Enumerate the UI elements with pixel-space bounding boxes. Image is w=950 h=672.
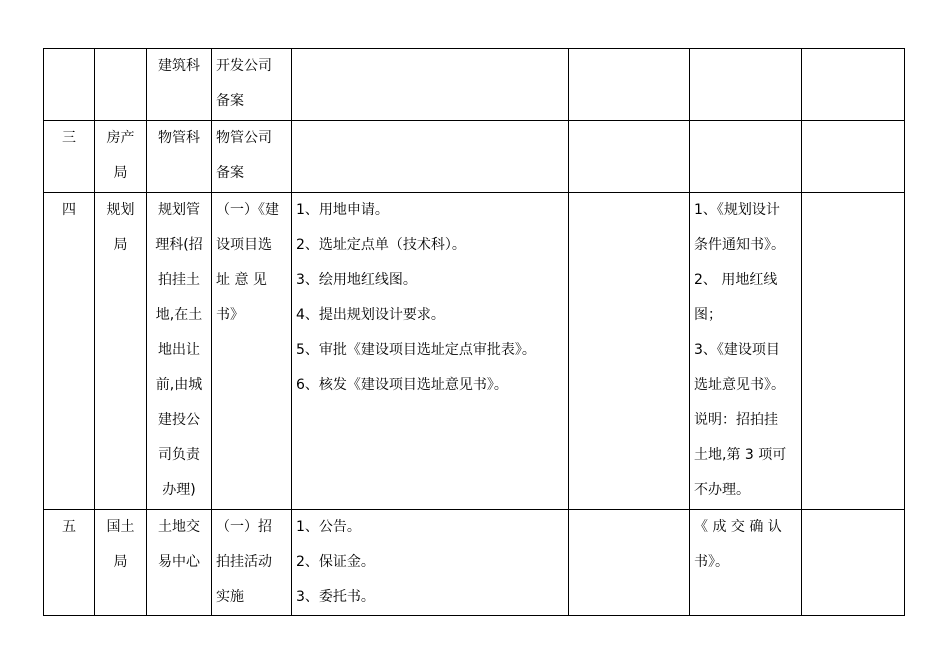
step-item: 3、委托书。: [296, 589, 375, 605]
office-line: 土地交: [158, 519, 200, 535]
step-item: 1、公告。: [296, 519, 361, 535]
steps-cell: [292, 510, 569, 616]
step-item: 6、核发《建设项目选址意见书》。: [296, 377, 508, 393]
office-line: 规划管: [158, 202, 200, 218]
office-line: 理科(招: [155, 237, 203, 253]
row-number-cell: 四: [44, 193, 95, 510]
department-cell: [95, 510, 147, 616]
office-cell: [147, 510, 212, 616]
department-cell: [95, 121, 147, 193]
remarks-cell: [802, 121, 905, 193]
step-item: 4、提出规划设计要求。: [296, 307, 445, 323]
office-line: 拍挂土: [158, 272, 200, 288]
remarks-cell: [802, 49, 905, 121]
step-item: 3、绘用地红线图。: [296, 272, 417, 288]
item-line: 址 意 见: [216, 272, 267, 288]
row-number-cell: [44, 49, 95, 121]
office-line: 前,由城: [155, 377, 203, 393]
office-line: 建筑科: [158, 58, 200, 74]
step-item: 2、保证金。: [296, 554, 375, 570]
department-cell: [95, 193, 147, 510]
office-line: 地出让: [158, 342, 200, 358]
remarks-cell: [802, 510, 905, 616]
result-line: 土地,第 3 项可: [694, 447, 787, 463]
remarks-cell: [802, 193, 905, 510]
office-line: 地,在土: [155, 307, 203, 323]
item-line: 实施: [216, 589, 244, 605]
item-line: （一）招: [216, 519, 272, 535]
item-line: 备案: [216, 93, 244, 109]
department-line: 局: [113, 237, 128, 253]
office-line: 易中心: [158, 554, 200, 570]
department-line: 房产: [106, 130, 135, 146]
row-number-cell: 三: [44, 121, 95, 193]
item-line: 物管公司: [216, 130, 272, 146]
procedure-table: [43, 48, 905, 616]
office-line: 办理): [162, 482, 196, 498]
steps-cell: [292, 49, 569, 121]
row-number-cell: 五: [44, 510, 95, 616]
office-line: 建投公: [158, 412, 200, 428]
results-cell: [690, 49, 802, 121]
item-cell: [212, 49, 292, 121]
results-cell: [690, 510, 802, 616]
item-line: 备案: [216, 165, 244, 181]
item-line: 书》: [216, 307, 244, 323]
table-row: [44, 193, 905, 510]
office-cell: [147, 49, 212, 121]
steps-cell: [292, 193, 569, 510]
result-line: 条件通知书》。: [694, 237, 785, 253]
result-line: 2、 用地红线: [694, 272, 778, 288]
item-line: 开发公司: [216, 58, 272, 74]
results-cell: [690, 121, 802, 193]
blank-cell: [569, 121, 690, 193]
department-line: 局: [113, 554, 128, 570]
department-line: 规划: [106, 202, 135, 218]
blank-cell: [569, 510, 690, 616]
result-line: 《 成 交 确 认: [694, 519, 782, 535]
table-row: [44, 121, 905, 193]
table-row: [44, 49, 905, 121]
step-item: 5、审批《建设项目选址定点审批表》。: [296, 342, 536, 358]
result-line: 选址意见书》。: [694, 377, 785, 393]
table-row: [44, 510, 905, 616]
result-line: 说明：招拍挂: [694, 412, 778, 428]
results-cell: [690, 193, 802, 510]
blank-cell: [569, 193, 690, 510]
result-line: 图；: [694, 307, 722, 323]
office-line: 司负责: [158, 447, 200, 463]
item-cell: [212, 193, 292, 510]
department-line: 局: [113, 165, 128, 181]
item-line: 拍挂活动: [216, 554, 272, 570]
office-cell: [147, 193, 212, 510]
step-item: 2、选址定点单（技术科）。: [296, 237, 466, 253]
result-line: 书》。: [694, 554, 729, 570]
item-cell: [212, 510, 292, 616]
steps-cell: [292, 121, 569, 193]
office-cell: [147, 121, 212, 193]
result-line: 1、《规划设计: [694, 202, 780, 218]
step-item: 1、用地申请。: [296, 202, 389, 218]
department-cell: [95, 49, 147, 121]
department-line: 国土: [106, 519, 135, 535]
item-line: 设项目选: [216, 237, 272, 253]
result-line: 3、《建设项目: [694, 342, 780, 358]
blank-cell: [569, 49, 690, 121]
item-line: （一）《建: [216, 202, 279, 218]
result-line: 不办理。: [694, 482, 750, 498]
office-line: 物管科: [158, 130, 200, 146]
item-cell: [212, 121, 292, 193]
